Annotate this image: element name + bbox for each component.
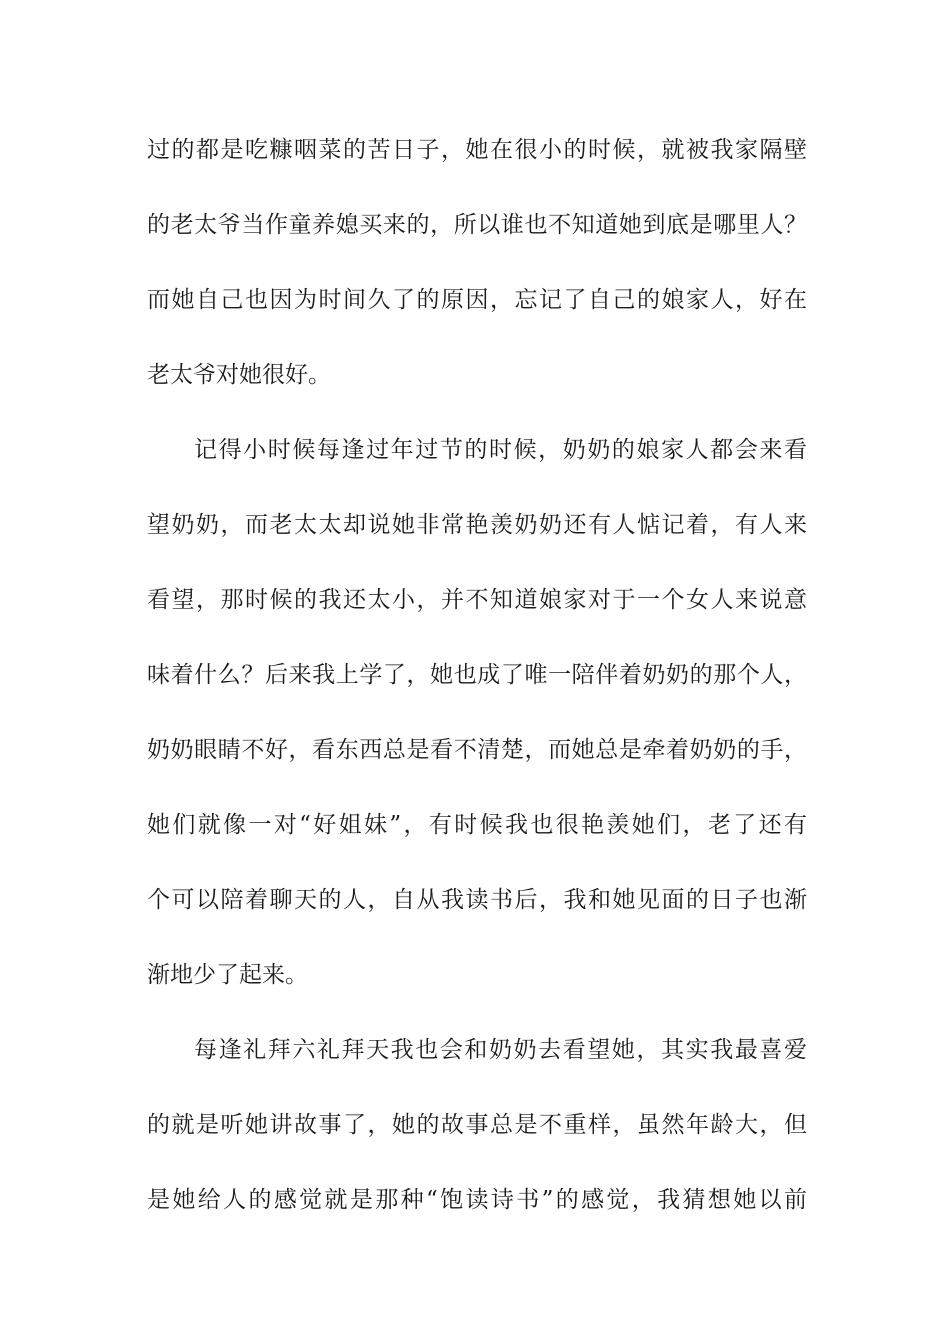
text-line: 的老太爷当作童养媳买来的，所以谁也不知道她到底是哪里人？ (147, 212, 807, 238)
text-line: 渐地少了起来。 (147, 962, 308, 988)
text-line: 过的都是吃糠咽菜的苦日子，她在很小的时候，就被我家隔壁 (147, 137, 807, 163)
text-line: 而她自己也因为时间久了的原因，忘记了自己的娘家人，好在 (147, 287, 807, 313)
text-line: 味着什么？后来我上学了，她也成了唯一陪伴着奶奶的那个人， (147, 662, 807, 688)
text-line: 的就是听她讲故事了，她的故事总是不重样，虽然年龄大，但 (147, 1112, 807, 1138)
text-line: 她们就像一对“好姐妹”，有时候我也很艳羡她们，老了还有 (147, 812, 807, 838)
paragraph-first-line: 每逢礼拜六礼拜天我也会和奶奶去看望她，其实我最喜爱 (194, 1037, 807, 1063)
text-line: 老太爷对她很好。 (147, 362, 331, 388)
text-line: 是她给人的感觉就是那种“饱读诗书”的感觉，我猜想她以前 (147, 1187, 807, 1213)
text-line: 个可以陪着聊天的人，自从我读书后，我和她见面的日子也渐 (147, 887, 807, 913)
paragraph-first-line: 记得小时候每逢过年过节的时候，奶奶的娘家人都会来看 (194, 437, 807, 463)
text-line: 奶奶眼睛不好，看东西总是看不清楚，而她总是牵着奶奶的手， (147, 737, 807, 763)
text-line: 看望，那时候的我还太小，并不知道娘家对于一个女人来说意 (147, 587, 807, 613)
text-line: 望奶奶，而老太太却说她非常艳羡奶奶还有人惦记着，有人来 (147, 512, 807, 538)
